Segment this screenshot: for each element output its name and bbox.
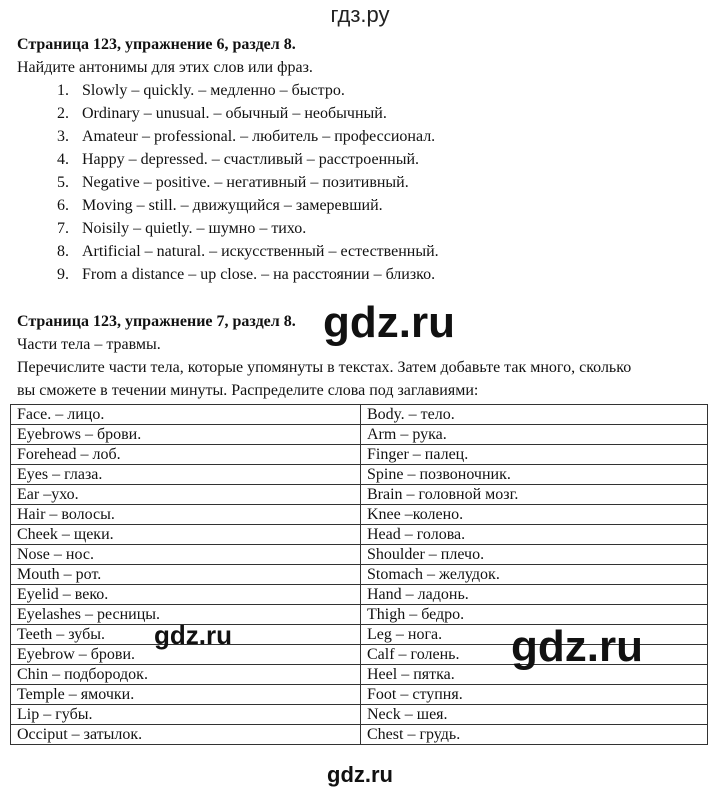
table-cell-body-part: Spine – позвоночник. bbox=[361, 465, 708, 485]
site-footer: gdz.ru bbox=[327, 762, 393, 787]
exercise-7-instruction-line-2: вы сможете в течении минуты. Распределите слова под заглавиями: bbox=[17, 382, 479, 399]
table-cell-head-part: Teeth – зубы. bbox=[11, 625, 361, 645]
table-cell-head-part: Chin – подбородок. bbox=[11, 665, 361, 685]
table-cell-body-part: Chest – грудь. bbox=[361, 725, 708, 745]
table-row bbox=[11, 505, 708, 525]
table-row bbox=[11, 425, 708, 445]
table-cell-body-part: Arm – рука. bbox=[361, 425, 708, 445]
table-cell-head-part: Cheek – щеки. bbox=[11, 525, 361, 545]
list-item bbox=[17, 148, 707, 171]
list-item bbox=[17, 79, 707, 102]
exercise-7-heading: Страница 123, упражнение 7, раздел 8. bbox=[17, 313, 296, 330]
watermark-gdz-small: gdz.ru bbox=[154, 620, 232, 650]
table-cell-body-part: Calf – голень. bbox=[361, 645, 708, 665]
exercise-6-instruction: Найдите антонимы для этих слов или фраз. bbox=[17, 59, 313, 76]
list-item bbox=[17, 102, 707, 125]
site-header: гдз.ру bbox=[330, 2, 390, 27]
table-row bbox=[11, 685, 708, 705]
antonym-list bbox=[17, 79, 707, 286]
table-cell-body-part: Body. – тело. bbox=[361, 405, 708, 425]
table-cell-head-part: Nose – нос. bbox=[11, 545, 361, 565]
table-cell-head-part: Face. – лицо. bbox=[11, 405, 361, 425]
table-row bbox=[11, 445, 708, 465]
list-text: Artificial – natural. – искусственный – естественный. bbox=[82, 243, 439, 260]
watermark-gdz-large: gdz.ru bbox=[511, 622, 643, 671]
table-row bbox=[11, 705, 708, 725]
list-item bbox=[17, 240, 707, 263]
table-cell-head-part: Occiput – затылок. bbox=[11, 725, 361, 745]
table-cell-head-part: Mouth – рот. bbox=[11, 565, 361, 585]
list-text: Happy – depressed. – счастливый – расстроенный. bbox=[82, 151, 420, 168]
table-cell-body-part: Heel – пятка. bbox=[361, 665, 708, 685]
list-number: 5 . bbox=[17, 171, 69, 194]
list-number: 7 . bbox=[17, 217, 69, 240]
list-number: 8 . bbox=[17, 240, 69, 263]
table-cell-head-part: Eyelid – веко. bbox=[11, 585, 361, 605]
table-cell-body-part: Neck – шея. bbox=[361, 705, 708, 725]
list-number: 3 . bbox=[17, 125, 69, 148]
list-text: Negative – positive. – негативный – позитивный. bbox=[82, 174, 409, 191]
list-text: From a distance – up close. – на расстоянии – близко. bbox=[82, 266, 436, 283]
exercise-7-subtitle: Части тела – травмы. bbox=[17, 336, 161, 353]
exercise-6-heading: Страница 123, упражнение 6, раздел 8. bbox=[17, 36, 296, 53]
table-cell-body-part: Thigh – бедро. bbox=[361, 605, 708, 625]
table-cell-head-part: Temple – ямочки. bbox=[11, 685, 361, 705]
table-cell-body-part: Stomach – желудок. bbox=[361, 565, 708, 585]
exercise-6-section bbox=[17, 34, 707, 286]
table-row bbox=[11, 485, 708, 505]
list-number: 1 . bbox=[17, 79, 69, 102]
table-cell-body-part: Brain – головной мозг. bbox=[361, 485, 708, 505]
table-row bbox=[11, 565, 708, 585]
exercise-7-instruction-line-1: Перечислите части тела, которые упомянуты в текстах. Затем добавьте так много, сколько bbox=[17, 359, 632, 376]
list-item bbox=[17, 171, 707, 194]
list-text: Slowly – quickly. – медленно – быстро. bbox=[82, 82, 345, 99]
watermark-gdz: gdz.ru bbox=[323, 298, 455, 347]
body-parts-table-body bbox=[11, 405, 708, 745]
table-cell-body-part: Knee –колено. bbox=[361, 505, 708, 525]
list-text: Ordinary – unusual. – обычный – необычный. bbox=[82, 105, 387, 122]
table-row bbox=[11, 545, 708, 565]
list-text: Amateur – professional. – любитель – профессионал. bbox=[82, 128, 436, 145]
table-cell-head-part: Hair – волосы. bbox=[11, 505, 361, 525]
table-row bbox=[11, 585, 708, 605]
table-cell-head-part: Lip – губы. bbox=[11, 705, 361, 725]
table-row bbox=[11, 725, 708, 745]
table-row bbox=[11, 405, 708, 425]
table-cell-head-part: Eyes – глаза. bbox=[11, 465, 361, 485]
list-item bbox=[17, 217, 707, 240]
table-cell-body-part: Foot – ступня. bbox=[361, 685, 708, 705]
table-cell-head-part: Eyebrows – брови. bbox=[11, 425, 361, 445]
body-parts-table bbox=[10, 404, 708, 745]
table-cell-body-part: Shoulder – плечо. bbox=[361, 545, 708, 565]
list-number: 4 . bbox=[17, 148, 69, 171]
table-row bbox=[11, 465, 708, 485]
table-cell-head-part: Eyelashes – ресницы. bbox=[11, 605, 361, 625]
list-text: Moving – still. – движущийся – замеревший. bbox=[82, 197, 383, 214]
table-cell-body-part: Hand – ладонь. bbox=[361, 585, 708, 605]
table-cell-body-part: Leg – нога. bbox=[361, 625, 708, 645]
list-item bbox=[17, 263, 707, 286]
table-cell-head-part: Ear –ухо. bbox=[11, 485, 361, 505]
table-row bbox=[11, 525, 708, 545]
list-item bbox=[17, 125, 707, 148]
table-cell-body-part: Head – голова. bbox=[361, 525, 708, 545]
list-number: 6 . bbox=[17, 194, 69, 217]
list-number: 2 . bbox=[17, 102, 69, 125]
list-item bbox=[17, 194, 707, 217]
table-cell-body-part: Finger – палец. bbox=[361, 445, 708, 465]
list-number: 9 . bbox=[17, 263, 69, 286]
table-cell-head-part: Eyebrow – брови. bbox=[11, 645, 361, 665]
table-cell-head-part: Forehead – лоб. bbox=[11, 445, 361, 465]
list-text: Noisily – quietly. – шумно – тихо. bbox=[82, 220, 307, 237]
